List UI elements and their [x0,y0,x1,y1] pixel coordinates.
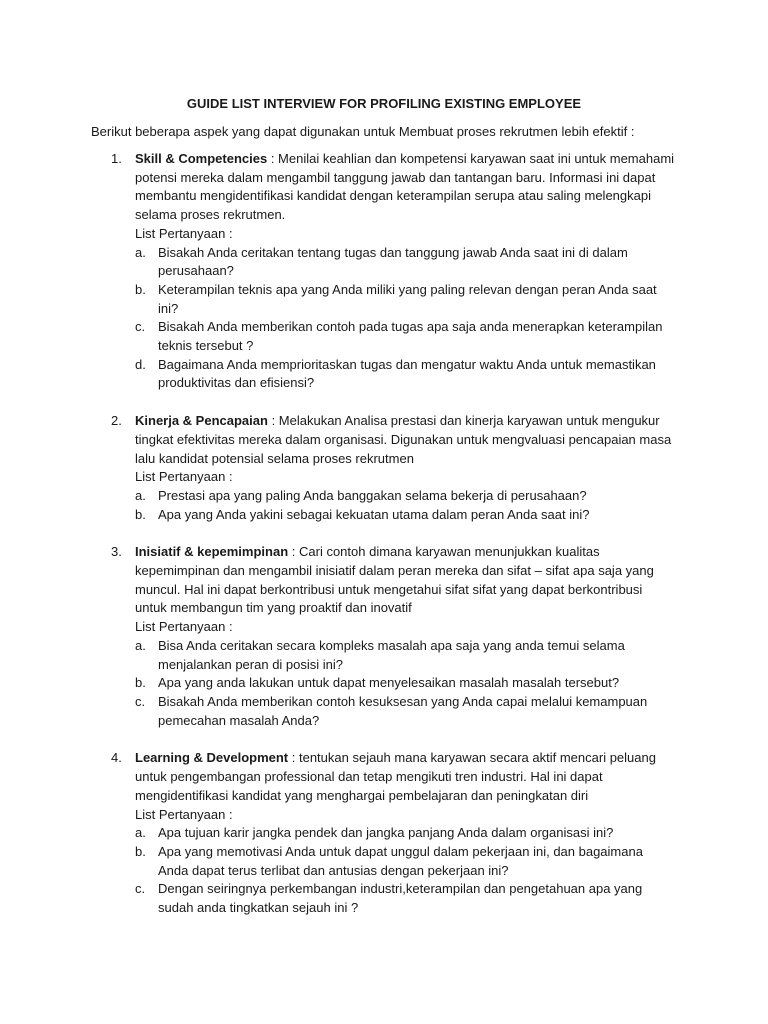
question-text: Keterampilan teknis apa yang Anda miliki yang paling relevan dengan peran Anda saat ini? [158,281,657,316]
list-label: List Pertanyaan : [135,619,233,635]
section-number: 4. [111,750,122,766]
section-description: : Melakukan Analisa prestasi dan kinerja karyawan untuk mengukur tingkat efektivitas mereka dalam organisasi. Digunakan untuk mengvaluasi pencapaian masa lalu kandidat potensial selama proses rekrutmen [135,413,672,466]
question-text: Bisa Anda ceritakan secara kompleks masalah apa saja yang anda temui selama menjalankan peran di posisi ini? [158,637,625,672]
question-letter: a. [135,637,146,653]
question-text: Apa yang memotivasi Anda untuk dapat unggul dalam pekerjaan ini, dan bagaimana Anda dapat terus terlibat dan antusias dengan pekerjaan ini? [158,843,643,878]
question-item [135,824,675,843]
question-item [135,244,675,281]
section-paragraph [135,412,675,468]
question-item [135,880,675,917]
section-description: : tentukan sejauh mana karyawan secara aktif mencari peluang untuk pengembangan professional dan tetap mengikuti tren industri. Hal ini dapat mengidentifikasi kandidat yang menghargai pembelajaran dan peningkatan diri [135,750,656,803]
section-description: : Menilai keahlian dan kompetensi karyawan saat ini untuk memahami potensi mereka dalam mengambil tanggung jawab dan tantangan baru. Informasi ini dapat membantu mengidentifikasi kandidat dengan keterampilan serupa atau saling melengkapi selama proses rekrutmen. [135,151,675,223]
list-label: List Pertanyaan : [135,225,233,241]
sections-list [0,150,768,918]
question-letter: a. [135,244,146,260]
question-letter: b. [135,675,146,691]
question-item [135,318,675,355]
question-text: Bagaimana Anda memprioritaskan tugas dan mengatur waktu Anda untuk memastikan produktivitas dan efisiensi? [158,356,656,391]
question-text: Prestasi apa yang paling Anda banggakan selama bekerja di perusahaan? [158,487,587,503]
intro-paragraph: Berikut beberapa aspek yang dapat digunakan untuk Membuat proses rekrutmen lebih efektif : [91,124,635,139]
section-paragraph [135,749,675,805]
document-title: GUIDE LIST INTERVIEW FOR PROFILING EXISTING EMPLOYEE [186,96,582,111]
question-text: Bisakah Anda memberikan contoh kesuksesan yang Anda capai melalui kemampuan pemecahan masalah Anda? [158,693,648,728]
question-letter: c. [135,881,146,897]
section-number: 1. [111,151,122,166]
question-text: Apa yang Anda yakini sebagai kekuatan utama dalam peran Anda saat ini? [158,506,590,522]
section-paragraph [135,150,675,225]
section-skill-competencies [111,150,675,393]
question-text: Dengan seiringnya perkembangan industri,keterampilan dan pengetahuan apa yang sudah anda tingkatkan sejauh ini ? [158,881,643,916]
section-number: 3. [111,544,122,560]
question-letter: a. [135,487,146,503]
question-item [135,693,675,730]
list-label: List Pertanyaan : [135,806,233,822]
section-heading: Skill & Competencies [135,151,268,166]
question-item [135,637,675,674]
question-letter: b. [135,843,146,859]
section-paragraph [135,543,675,618]
section-learning-development [111,749,675,917]
question-letter: a. [135,825,146,841]
section-kinerja-pencapaian [111,412,675,524]
section-heading: Learning & Development [135,750,289,766]
section-description: : Cari contoh dimana karyawan menunjukkan kualitas kepemimpinan dan mengambil inisiatif dalam peran mereka dan sifat – sifat apa saja yang muncul. Hal ini dapat berkontribusi untuk mengetahui sifat sifat yang dapat berkontribusi untuk membangun tim yang proaktif dan inovatif [135,544,654,616]
question-list [135,637,675,731]
question-list [135,824,675,918]
question-letter: c. [135,319,146,335]
question-item [135,487,675,506]
question-letter: c. [135,693,146,709]
question-item [135,843,675,880]
question-letter: b. [135,281,146,297]
list-label: List Pertanyaan : [135,469,233,485]
question-list [135,487,675,524]
section-inisiatif-kepemimpinan [111,543,675,730]
question-text: Apa yang anda lakukan untuk dapat menyelesaikan masalah masalah tersebut? [158,675,620,691]
question-letter: b. [135,506,146,522]
question-list [135,244,675,394]
question-item [135,674,675,693]
question-letter: d. [135,356,146,372]
section-number: 2. [111,413,122,429]
section-heading: Inisiatif & kepemimpinan [135,544,289,560]
question-text: Bisakah Anda memberikan contoh pada tugas apa saja anda menerapkan keterampilan teknis tersebut ? [158,319,663,354]
question-text: Bisakah Anda ceritakan tentang tugas dan tanggung jawab Anda saat ini di dalam perusahaan? [158,244,628,279]
question-item [135,356,675,393]
question-text: Apa tujuan karir jangka pendek dan jangka panjang Anda dalam organisasi ini? [158,825,614,841]
question-item [135,506,675,525]
section-heading: Kinerja & Pencapaian [135,413,268,429]
question-item [135,281,675,318]
